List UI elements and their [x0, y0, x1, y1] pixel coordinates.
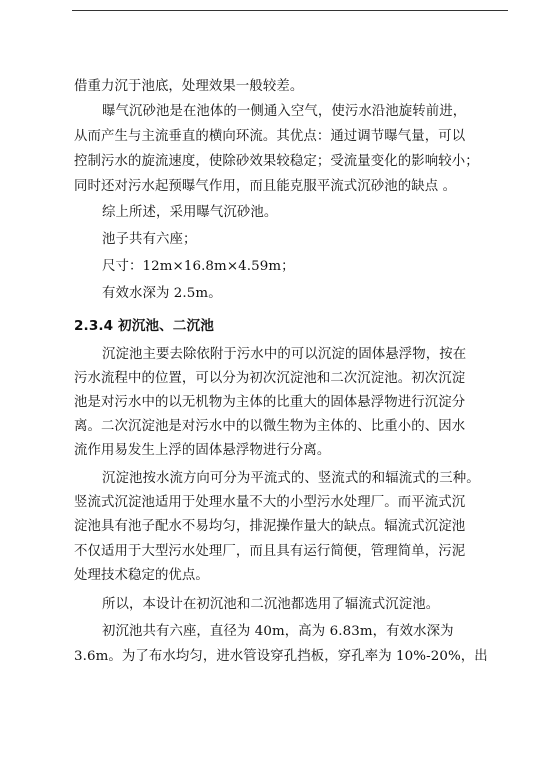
paragraph-line: 污水流程中的位置，可以分为初次沉淀池和二次沉淀池。初次沉淀	[74, 371, 466, 386]
paragraph-line: 借重力沉于池底，处理效果一般较差。	[74, 79, 304, 94]
paragraph-line: 尺寸：12m×16.8m×4.59m；	[102, 259, 295, 274]
paragraph-line: 曝气沉砂池是在池体的一侧通入空气，使污水沿池旋转前进，	[102, 104, 467, 119]
paragraph-line: 沉淀池主要去除依附于污水中的可以沉淀的固体悬浮物，按在	[102, 347, 467, 362]
paragraph-line: 沉淀池按水流方向可分为平流式的、竖流式的和辐流式的三种。	[102, 471, 480, 486]
paragraph-line: 3.6m。为了布水均匀，进水管设穿孔挡板，穿孔率为 10%-20%，出	[74, 649, 488, 664]
paragraph-line: 处理技术稳定的优点。	[74, 568, 209, 583]
paragraph-line: 所以，本设计在初沉池和二沉池都选用了辐流式沉淀池。	[102, 597, 440, 612]
header-rule	[72, 10, 508, 11]
paragraph-line: 离。二次沉淀池是对污水中的以微生物为主体的、比重小的、因水	[74, 419, 466, 434]
paragraph-line: 淀池具有池子配水不易均匀，排泥操作量大的缺点。辐流式沉淀池	[74, 519, 466, 534]
paragraph-line: 有效水深为 2.5m。	[102, 286, 222, 301]
paragraph-line: 控制污水的旋流速度，使除砂效果较稳定；受流量变化的影响较小；	[74, 154, 479, 169]
paragraph-line: 综上所述，采用曝气沉砂池。	[102, 205, 278, 220]
paragraph-line: 流作用易发生上浮的固体悬浮物进行分离。	[74, 443, 331, 458]
paragraph-line: 池子共有六座；	[102, 232, 197, 247]
paragraph-line: 池是对污水中的以无机物为主体的比重大的固体悬浮物进行沉淀分	[74, 395, 466, 410]
paragraph-line: 不仅适用于大型污水处理厂，而且具有运行简便，管理简单，污泥	[74, 544, 466, 559]
paragraph-line: 同时还对污水起预曝气作用，而且能克服平流式沉砂池的缺点 。	[74, 179, 457, 194]
paragraph-line: 竖流式沉淀池适用于处理水量不大的小型污水处理厂。而平流式沉	[74, 495, 466, 510]
section-heading: 2.3.4 初沉池、二沉池	[74, 318, 214, 334]
paragraph-line: 初沉池共有六座，直径为 40m，高为 6.83m，有效水深为	[102, 624, 454, 639]
paragraph-line: 从而产生与主流垂直的横向环流。其优点：通过调节曝气量，可以	[74, 129, 466, 144]
